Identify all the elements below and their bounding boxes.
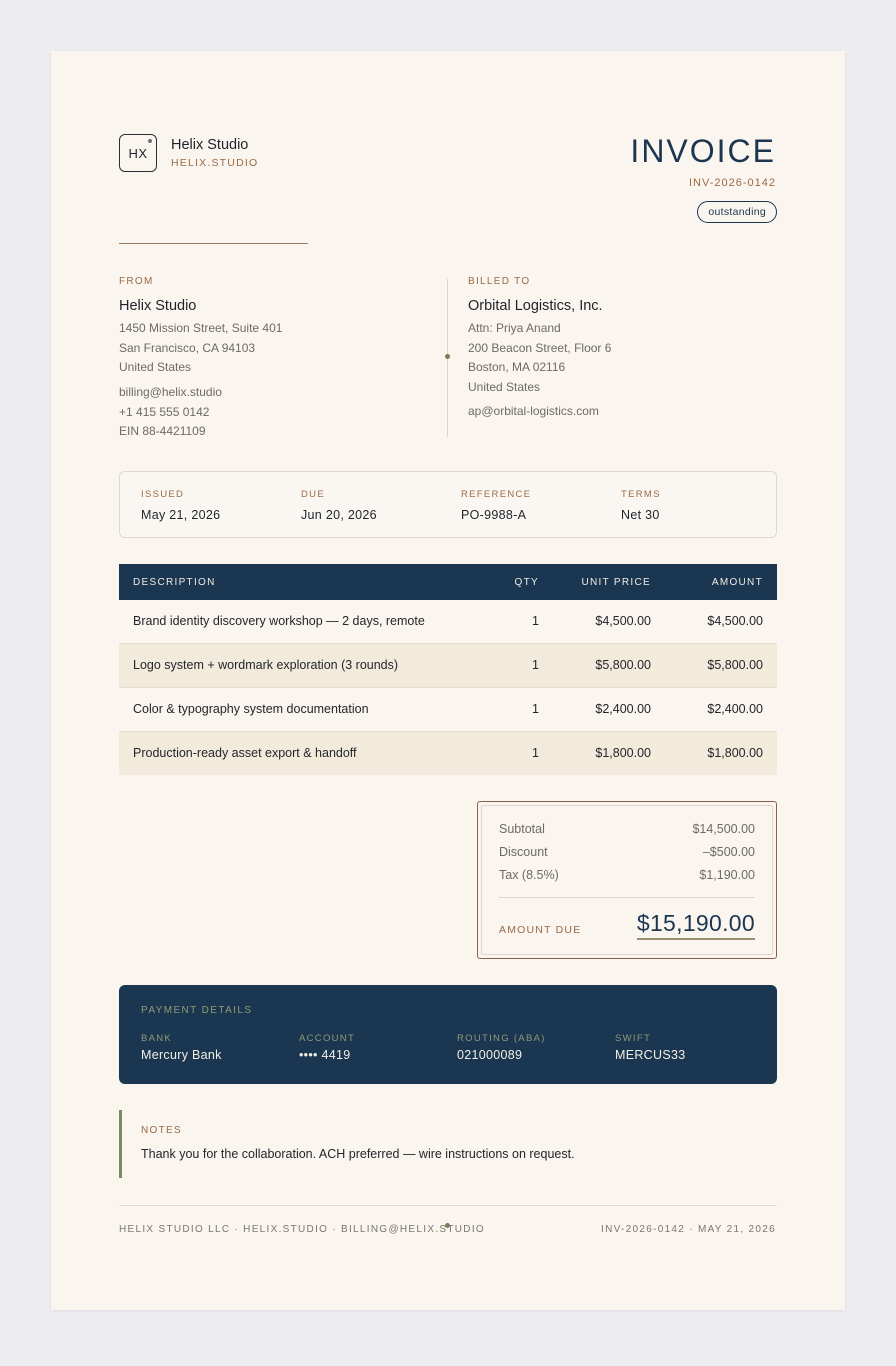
discount-label: Discount xyxy=(499,845,548,859)
billed-to-contact xyxy=(468,402,599,422)
amount-due-value: $15,190.00 xyxy=(637,910,755,940)
payment-details xyxy=(119,985,777,1084)
payment-value: MERCUS33 xyxy=(615,1048,686,1062)
payment-value: 021000089 xyxy=(457,1048,523,1062)
brand-domain: HELIX.STUDIO xyxy=(171,157,259,169)
logo-initials: HX xyxy=(128,145,148,161)
row-qty: 1 xyxy=(532,614,539,628)
meta-label: DUE xyxy=(301,489,325,500)
payment-label: ACCOUNT xyxy=(299,1033,356,1044)
row-qty: 1 xyxy=(532,702,539,716)
row-amount: $4,500.00 xyxy=(707,614,763,628)
logo-mark xyxy=(119,134,157,172)
meta-label: REFERENCE xyxy=(461,489,532,500)
row-unit-price: $4,500.00 xyxy=(595,614,651,628)
payment-label: BANK xyxy=(141,1033,173,1044)
row-unit-price: $1,800.00 xyxy=(595,746,651,760)
from-address-line: 1450 Mission Street, Suite 401 xyxy=(119,321,283,335)
totals-divider xyxy=(499,897,755,898)
from-contact xyxy=(119,383,222,442)
row-qty: 1 xyxy=(532,746,539,760)
row-qty: 1 xyxy=(532,658,539,672)
from-email: billing@helix.studio xyxy=(119,385,222,399)
row-description: Production-ready asset export & handoff xyxy=(133,746,357,760)
divider-dot-icon xyxy=(445,354,450,359)
row-amount: $2,400.00 xyxy=(707,702,763,716)
meta-reference xyxy=(461,489,531,522)
table-row xyxy=(119,600,777,644)
billed-to-address-line: Boston, MA 02116 xyxy=(468,360,566,374)
totals-inner xyxy=(481,805,773,955)
notes-label: NOTES xyxy=(141,1125,182,1136)
table-header xyxy=(119,564,777,600)
billed-to-address xyxy=(468,319,611,397)
billed-to-label: BILLED TO xyxy=(468,276,531,287)
subtotal-row xyxy=(499,822,755,836)
footer-invoice-ref: INV-2026-0142 · MAY 21, 2026 xyxy=(600,1224,776,1235)
billed-to-name: Orbital Logistics, Inc. xyxy=(468,298,603,314)
from-name: Helix Studio xyxy=(119,298,197,314)
tax-row xyxy=(499,868,755,882)
meta-value: PO-9988-A xyxy=(461,508,527,522)
row-description: Logo system + wordmark exploration (3 rounds) xyxy=(133,658,399,672)
table-row xyxy=(119,644,777,688)
status-badge: outstanding xyxy=(697,201,777,223)
payment-label: ROUTING (ABA) xyxy=(457,1033,546,1044)
from-phone: +1 415 555 0142 xyxy=(119,404,210,419)
row-description: Brand identity discovery workshop — 2 days, remote xyxy=(133,614,425,628)
table-row xyxy=(119,732,777,775)
payment-account xyxy=(299,1033,355,1062)
row-unit-price: $2,400.00 xyxy=(595,702,651,716)
meta-label: TERMS xyxy=(621,489,661,500)
billed-to-address-line: Attn: Priya Anand xyxy=(468,321,561,335)
meta-label: ISSUED xyxy=(141,489,185,500)
from-address-line: San Francisco, CA 94103 xyxy=(119,340,256,355)
payment-value: Mercury Bank xyxy=(141,1048,222,1062)
meta-value: Jun 20, 2026 xyxy=(301,508,377,522)
discount-value: –$500.00 xyxy=(702,845,755,859)
meta-due xyxy=(301,489,377,522)
footer-divider xyxy=(119,1205,777,1206)
payment-value: •••• 4419 xyxy=(299,1048,351,1062)
invoice-title: INVOICE xyxy=(630,133,776,169)
header-amount: AMOUNT xyxy=(711,577,763,588)
invoice-number: INV-2026-0142 xyxy=(689,177,776,189)
from-address xyxy=(119,319,282,378)
payment-swift xyxy=(615,1033,685,1062)
totals-box xyxy=(477,801,777,959)
discount-row xyxy=(499,845,755,859)
meta-value: Net 30 xyxy=(621,508,660,522)
amount-due-label: AMOUNT DUE xyxy=(499,924,582,936)
tax-value: $1,190.00 xyxy=(699,868,755,882)
header-description: DESCRIPTION xyxy=(133,577,216,588)
meta-value: May 21, 2026 xyxy=(141,508,221,522)
row-unit-price: $5,800.00 xyxy=(595,658,651,672)
meta-issued xyxy=(141,489,220,522)
header-qty: QTY xyxy=(514,577,539,588)
footer-company: HELIX STUDIO LLC · HELIX.STUDIO · BILLING@HELIX.STUDIO xyxy=(119,1224,485,1235)
billed-to-address-line: 200 Beacon Street, Floor 6 xyxy=(468,340,612,355)
row-amount: $1,800.00 xyxy=(707,746,763,760)
payment-bank xyxy=(141,1033,222,1062)
from-label: FROM xyxy=(119,276,154,287)
from-address-line: United States xyxy=(119,360,192,374)
line-items-table xyxy=(119,564,777,775)
billed-to-address-line: United States xyxy=(468,379,541,394)
payment-title: PAYMENT DETAILS xyxy=(141,1005,253,1016)
row-description: Color & typography system documentation xyxy=(133,702,369,716)
from-ein: EIN 88-4421109 xyxy=(119,424,206,438)
notes-section xyxy=(119,1110,722,1178)
meta-terms xyxy=(621,489,661,522)
payment-routing xyxy=(457,1033,546,1062)
logo-dot-icon xyxy=(148,139,152,143)
row-amount: $5,800.00 xyxy=(707,658,763,672)
header-unit-price: UNIT PRICE xyxy=(581,577,651,588)
tax-label: Tax (8.5%) xyxy=(499,868,559,882)
payment-label: SWIFT xyxy=(615,1033,652,1044)
table-row xyxy=(119,688,777,732)
header-divider xyxy=(119,243,308,244)
subtotal-label: Subtotal xyxy=(499,822,545,836)
invoice-page xyxy=(51,51,845,1310)
invoice-meta xyxy=(119,471,777,538)
subtotal-value: $14,500.00 xyxy=(692,822,755,836)
notes-text: Thank you for the collaboration. ACH preferred — wire instructions on request. xyxy=(141,1147,575,1161)
billed-to-email: ap@orbital-logistics.com xyxy=(468,404,599,418)
brand-name: Helix Studio xyxy=(171,137,249,153)
